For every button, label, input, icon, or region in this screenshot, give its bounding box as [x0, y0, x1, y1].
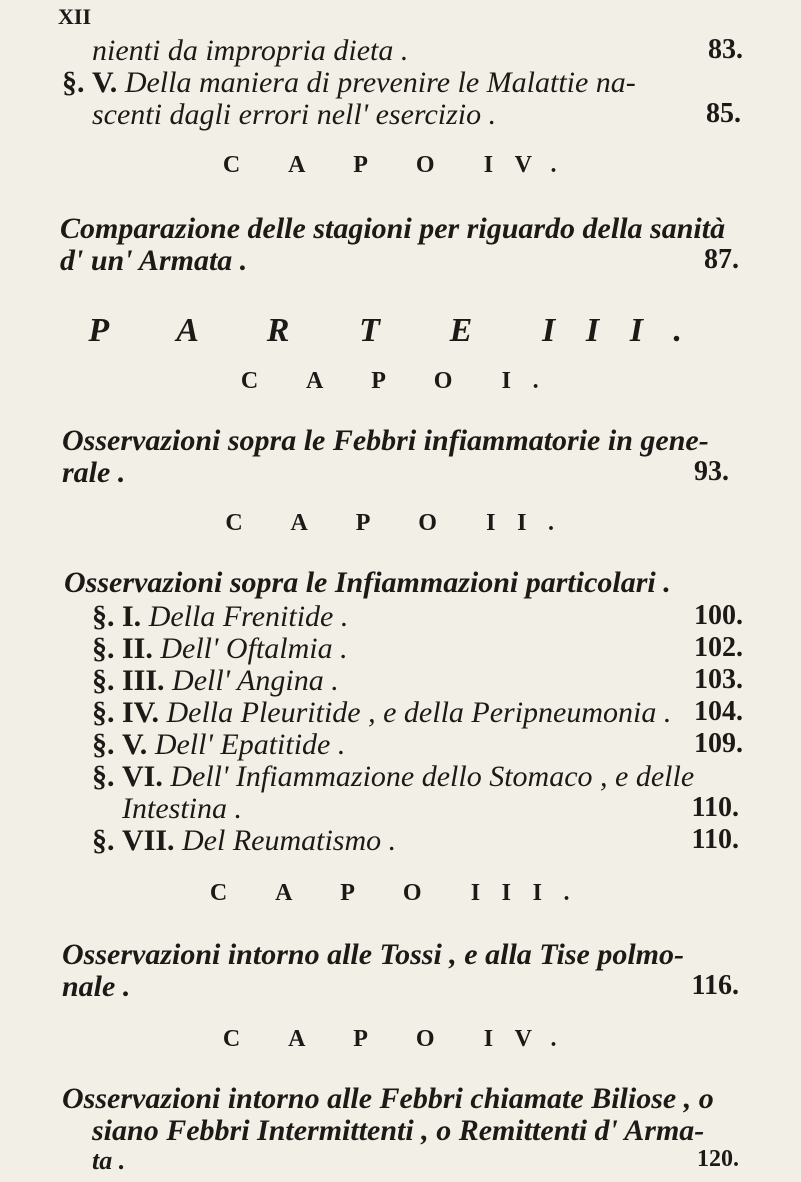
chapter-title: siano Febbri Intermittenti , o Remittenti d' Arma- — [92, 1114, 705, 1147]
entry-page: 93. — [694, 456, 729, 487]
chapter-heading: C A P O III. — [209, 880, 592, 906]
chapter-title: Comparazione delle stagioni per riguardo della sanità — [60, 212, 726, 245]
chapter-title: Osservazioni intorno alle Tossi , e alla Tise polmo- — [62, 938, 684, 971]
chapter-title: ta . 120. — [92, 1146, 739, 1175]
toc-entry — [0, 66, 801, 100]
chapter-title: d' un' Armata . 87. — [60, 244, 739, 277]
toc-entry: Intestina . 110. — [122, 792, 739, 825]
entry-page: 87. — [704, 244, 739, 275]
chapter-heading: C A P O I. — [240, 368, 561, 394]
entry-text: Della maniera di prevenire le Malattie na- — [124, 66, 636, 99]
toc-entry: §. VII. Del Reumatismo . 110. — [92, 824, 739, 857]
entry-page: 83. — [708, 34, 743, 65]
toc-entry: §. VI. Dell' Infiammazione dello Stomaco , e delle — [92, 760, 695, 793]
toc-entry — [0, 34, 801, 68]
entry-page: 116. — [691, 970, 739, 1001]
section-mark: §. — [62, 66, 85, 99]
page-folio: XII — [58, 4, 92, 29]
chapter-title: nale . 116. — [62, 970, 739, 1003]
chapter-title: rale . 93. — [62, 456, 729, 489]
toc-entry: §. III. Dell' Angina . 103. — [92, 664, 743, 697]
chapter-title: Osservazioni sopra le Infiammazioni particolari . — [64, 566, 671, 599]
chapter-heading: C A P O IV. — [222, 1026, 579, 1052]
chapter-title: Osservazioni sopra le Febbri infiammatorie in gene- — [62, 424, 709, 457]
part-heading: P A R T E III. — [88, 312, 713, 349]
toc-entry: §. IV. Della Pleuritide , e della Peripneumonia . 104. — [92, 696, 743, 729]
chapter-heading: C A P O IV. — [222, 152, 579, 178]
entry-text: nienti da impropria dieta . — [92, 34, 409, 67]
entry-text: scenti dagli errori nell' esercizio . — [92, 98, 497, 131]
entry-page: 85. — [706, 98, 741, 129]
chapter-heading: C A P O II. — [225, 510, 576, 536]
entry-page: 120. — [697, 1146, 739, 1172]
chapter-title: Osservazioni intorno alle Febbri chiamate Biliose , o — [62, 1082, 714, 1115]
section-number: V. — [92, 66, 118, 99]
toc-entry: §. V. Dell' Epatitide . 109. — [92, 728, 743, 761]
toc-entry — [0, 98, 801, 132]
toc-entry: §. I. Della Frenitide . 100. — [92, 600, 743, 633]
toc-entry: §. II. Dell' Oftalmia . 102. — [92, 632, 743, 665]
